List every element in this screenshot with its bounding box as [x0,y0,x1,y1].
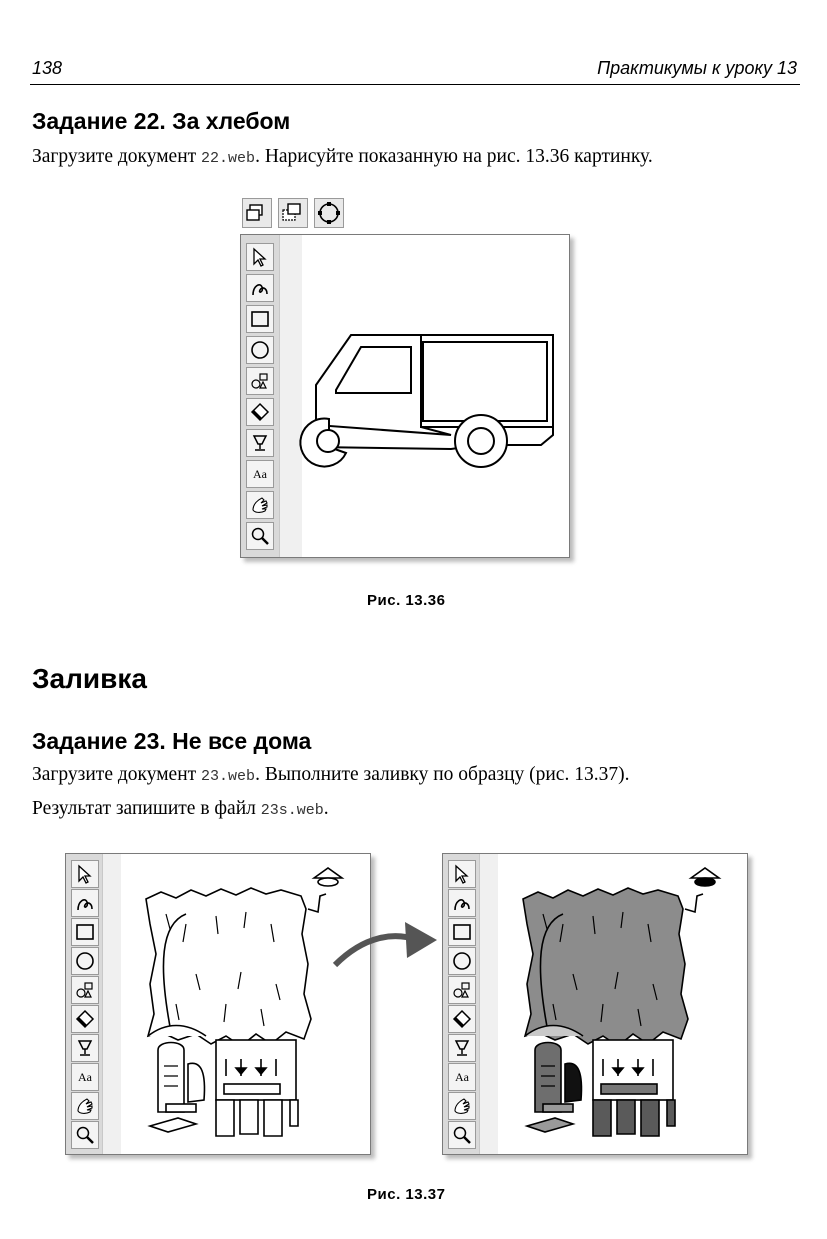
figure-caption-1337: Рис. 13.37 [367,1186,446,1203]
task22-text-after: . Нарисуйте показанную на рис. 13.36 картинку. [255,146,653,167]
house-drawing-unfilled[interactable] [66,854,370,1154]
text-tool-icon: Aa [78,1069,92,1084]
send-back-button[interactable] [242,198,272,228]
house-drawing-filled[interactable] [443,854,747,1154]
truck-drawing[interactable] [241,235,569,557]
task22-file: 22.web [201,150,256,167]
editor-window-before [65,853,371,1155]
text-tool-icon: Aa [455,1069,469,1084]
bring-front-button[interactable] [278,198,308,228]
task23-paragraph-1 [32,760,802,792]
editor-window-after [442,853,748,1155]
section-title: Заливка [32,663,147,694]
bring-front-icon [279,199,307,227]
text-tool-icon: Aa [253,466,267,481]
header-rule [30,84,800,85]
task23-text1-before: Загрузите документ [32,764,202,785]
rotate-button[interactable] [314,198,344,228]
running-title: Практикумы к уроку 13 [597,58,797,78]
task23-text2-after: . [323,798,329,819]
task23-file1: 23.web [201,768,256,785]
transition-arrow [325,910,440,970]
editor-window-truck [240,234,570,558]
task23-heading: Задание 23. Не все дома [32,728,312,754]
task23-text2-before: Результат запишите в файл [32,798,261,819]
task23-file2: 23s.web [260,802,324,819]
task23-paragraph-2 [32,794,802,826]
figure-caption-1336: Рис. 13.36 [367,592,446,609]
task23-text1-after: . Выполните заливку по образцу (рис. 13.37). [255,764,630,785]
page-number: 138 [32,58,63,78]
task22-paragraph [32,142,802,174]
task22-heading: Задание 22. За хлебом [32,108,291,134]
rotate-icon [315,199,343,227]
send-back-icon [243,199,271,227]
task22-text-before: Загрузите документ [32,146,202,167]
